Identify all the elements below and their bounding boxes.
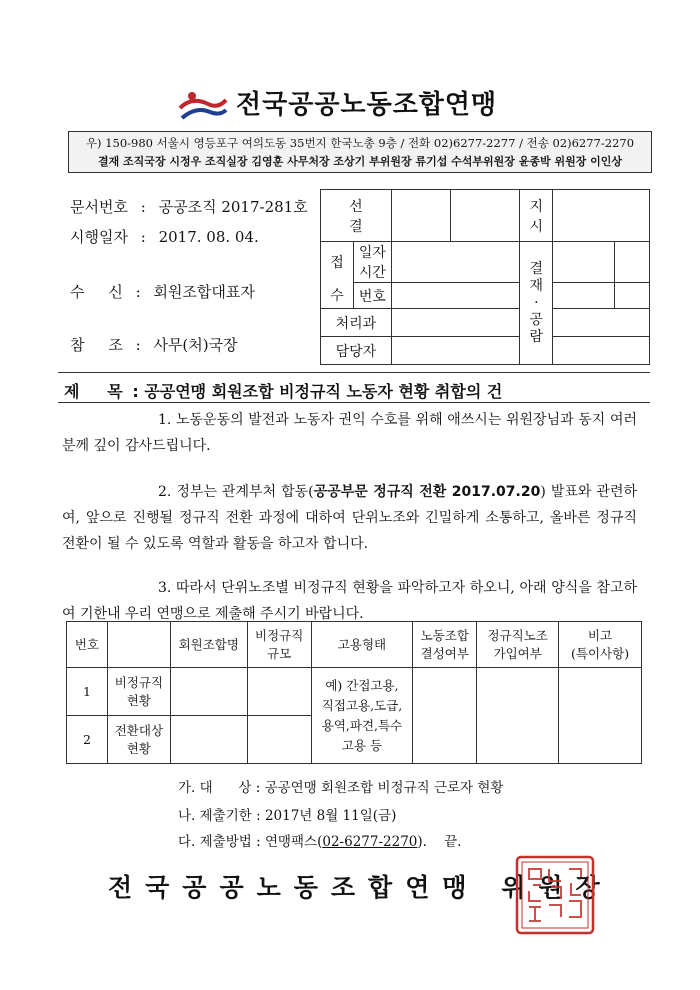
approval-blank	[615, 242, 650, 283]
subject-label: 제 목	[64, 382, 123, 401]
row-number: 2	[67, 716, 108, 764]
pre-approval-cell: 선 결	[321, 190, 392, 242]
member-union-cell[interactable]	[170, 716, 247, 764]
reference-label: 참 조	[70, 336, 123, 354]
doc-number-label: 문서번호	[70, 198, 128, 216]
header-cell: 정규직노조 가입여부	[477, 622, 559, 668]
row-type: 비정규직 현황	[107, 668, 170, 716]
processing-dept-cell: 처리과	[321, 309, 392, 337]
reference-value: 사무(처)국장	[153, 336, 238, 354]
official-seal-icon	[515, 855, 595, 935]
signature: 전국공공노동조합연맹 위원장	[108, 873, 613, 902]
union-formed-cell[interactable]	[413, 668, 477, 764]
colon: :	[135, 336, 141, 354]
colon: :	[135, 283, 141, 301]
approval-blank	[391, 283, 520, 309]
header-cell: 비정규직 규모	[247, 622, 311, 668]
approval-blank	[553, 242, 615, 283]
remarks-cell[interactable]	[559, 668, 642, 764]
employment-type-cell: 예) 간접고용, 직접고용,도급, 용역,파견,특수 고용 등	[311, 668, 413, 764]
recipient-value: 회원조합대표자	[153, 283, 255, 301]
receipt-cell-bottom: 수	[321, 283, 354, 309]
divider	[58, 402, 650, 403]
doc-date-value: 2017. 08. 04.	[158, 228, 259, 246]
table-row	[67, 668, 642, 716]
doc-date-label: 시행일자	[70, 228, 128, 246]
subject-text: : 공공연맹 회원조합 비정규직 노동자 현황 취합의 건	[132, 382, 503, 401]
subject-row	[64, 379, 502, 402]
header-cell: 회원조합명	[170, 622, 247, 668]
instruction-cell: 지 시	[520, 190, 553, 242]
org-name: 전국공공노동조합연맹	[236, 90, 498, 120]
paragraph-2: 2. 정부는 관계부처 합동(공공부문 정규직 전환 2017.07.20) 발표와 관련하여, 앞으로 진행될 정규직 전환 과정에 대하여 단위노조와 긴밀하게 소통하고, 올바른 정규직 전환이 될 수 있도록 역할과 활동을 하고자 합니다.	[62, 484, 638, 552]
scale-cell[interactable]	[247, 716, 311, 764]
header-cell	[107, 622, 170, 668]
person-in-charge-cell: 담당자	[321, 337, 392, 365]
date-time-cell: 일자 시간	[353, 242, 391, 283]
doc-number-value: 공공조직 2017-281호	[158, 198, 308, 216]
letterhead	[0, 84, 700, 124]
header-cell: 노동조합 결성여부	[413, 622, 477, 668]
scale-cell[interactable]	[247, 668, 311, 716]
receipt-cell-top: 접	[321, 242, 354, 283]
approval-blank	[553, 190, 650, 242]
paragraph-1: 1. 노동운동의 발전과 노동자 권익 수호를 위해 애쓰시는 위원장님과 동지 여러분께 깊이 감사드립니다.	[62, 412, 637, 454]
approval-blank	[450, 190, 520, 242]
colon: :	[140, 228, 146, 246]
form-table	[66, 621, 642, 764]
number-cell: 번호	[353, 283, 391, 309]
approval-blank	[553, 283, 615, 309]
doc-date-row	[70, 226, 259, 247]
doc-number-row	[70, 196, 308, 217]
recipient-row	[70, 281, 255, 302]
recipient-label: 수 신	[70, 283, 123, 301]
item-deadline: 나. 제출기한 : 2017년 8월 11일(금)	[178, 808, 397, 824]
approval-blank	[615, 283, 650, 309]
item-method: 다. 제출방법 : 연맹팩스(02-6277-2270). 끝.	[178, 834, 462, 850]
union-joined-cell[interactable]	[477, 668, 559, 764]
divider	[58, 372, 650, 373]
address-box	[68, 131, 652, 173]
approval-line: 결재 조직국장 시정우 조직실장 김영훈 사무처장 조상기 부위원장 류기섭 수석부위원장 윤종박 위원장 이인상	[97, 155, 623, 168]
item-target: 가. 대 상 : 공공연맹 회원조합 비정규직 근로자 현황	[178, 780, 504, 796]
approval-blank	[553, 337, 650, 365]
approval-blank	[391, 242, 520, 283]
row-type: 전환대상 현황	[107, 716, 170, 764]
reference-row	[70, 334, 238, 355]
federation-logo-icon	[178, 88, 228, 120]
colon: :	[140, 198, 146, 216]
fax-number: 02-6277-2270	[322, 834, 418, 850]
approval-blank	[391, 309, 520, 337]
address-line: 우) 150-980 서울시 영등포구 여의도동 35번지 한국노총 9층 / 전화 02)6277-2277 / 전송 02)6277-2270	[85, 136, 635, 150]
approval-review-cell: 결 재 · 공 람	[520, 242, 553, 365]
header-cell: 번호	[67, 622, 108, 668]
approval-blank	[391, 190, 450, 242]
table-header-row	[67, 622, 642, 668]
approval-blank	[391, 337, 520, 365]
paragraph-3: 3. 따라서 단위노조별 비정규직 현황을 파악하고자 하오니, 아래 양식을 참고하여 기한내 우리 연맹으로 제출해 주시기 바랍니다.	[62, 580, 637, 622]
policy-name: 공공부문 정규직 전환 2017.07.20	[313, 484, 541, 500]
header-cell: 고용형태	[311, 622, 413, 668]
approval-blank	[553, 309, 650, 337]
header-cell: 비고 (특이사항)	[559, 622, 642, 668]
row-number: 1	[67, 668, 108, 716]
member-union-cell[interactable]	[170, 668, 247, 716]
approval-box	[320, 189, 650, 365]
